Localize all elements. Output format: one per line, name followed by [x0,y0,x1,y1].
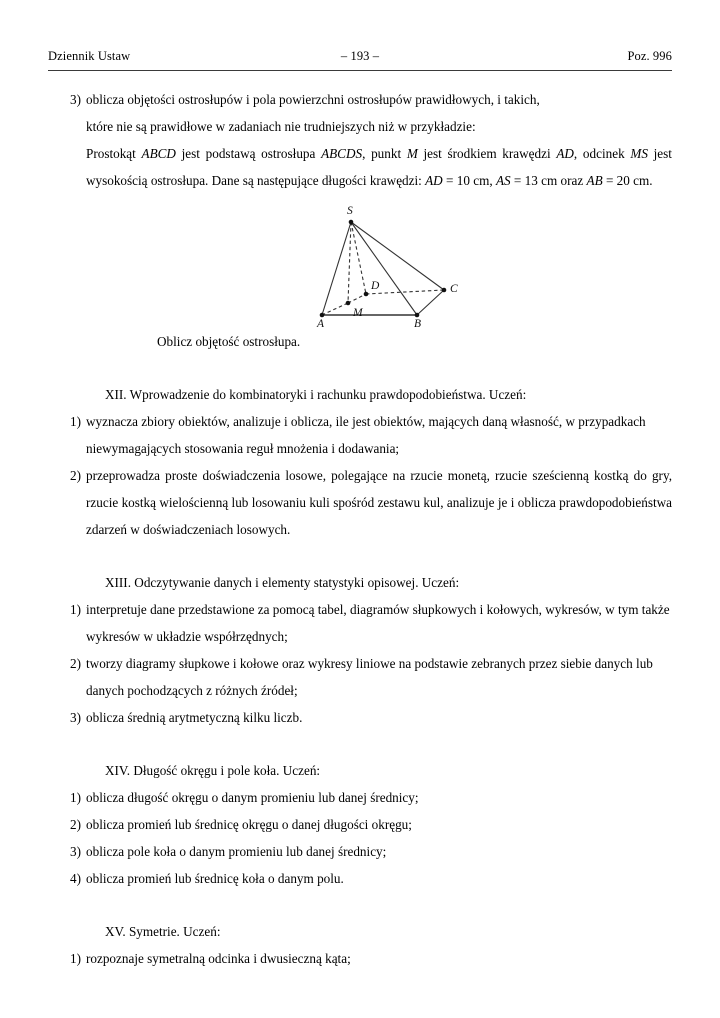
list-item-line: które nie są prawidłowe w zadaniach nie trudniejszych niż w przykładzie: [86,119,476,134]
math-m: M [406,146,418,161]
spacer [48,892,672,918]
vertex-label-c: C [450,283,458,295]
list-item-text: oblicza promień lub średnicę okręgu o danej długości okręgu; [86,817,412,832]
list-item-text [86,86,672,194]
list-item [48,408,672,462]
example-text: = 20 cm. [602,173,653,188]
vertex-dot-c [442,288,447,293]
list-item-text: wyznacza zbiory obiektów, analizuje i oblicza, ile jest obiektów, mających daną własność, w przypadkach niewymagających stosowania reguł mnożenia i dodawania; [86,414,646,456]
list-item [48,865,672,892]
list-item [48,86,672,194]
vertex-label-a: A [317,318,325,328]
list-item-number: 3) [70,92,81,107]
list-item [48,650,672,704]
vertex-dot-m [346,301,351,306]
section-heading-xiii: XIII. Odczytywanie danych i elementy statystyki opisowej. Uczeń: [105,575,460,590]
list-item-text: tworzy diagramy słupkowe i kołowe oraz wykresy liniowe na podstawie zebranych przez siebie danych lub danych pochodzących z różnych źródeł; [86,656,653,698]
spacer [48,543,672,569]
list-item [48,838,672,865]
example-text: = 13 cm oraz [510,173,587,188]
example-text: Prostokąt [86,146,142,161]
list-item-text: oblicza długość okręgu o danym promieniu lub danej średnicy; [86,790,419,805]
example-text: = 10 cm, [442,173,496,188]
header-page-number: – 193 – [340,49,380,63]
vertex-label-b: B [414,318,422,328]
section-heading-xiv: XIV. Długość okręgu i pole koła. Uczeń: [105,763,321,778]
vertex-dot-a [320,313,325,318]
math-ad: AD [556,146,574,161]
list-item-text: przeprowadza proste doświadczenia losowe, polegające na rzucie monetą, rzucie sześcienną kostką do gry, rzucie kostką wielościenną lub losowaniu kuli spośród zestawu kul, analizuje je i oblicza prawdopodobieństwa zdarzeń w doświadczeniach losowych. [86,468,672,537]
page-header [48,48,672,72]
solid-edges [322,222,444,315]
edge-sa [322,222,351,315]
math-abcds: ABCDS [321,146,363,161]
vertex-dot-s [349,220,354,225]
spacer [48,355,672,381]
list-item-text: interpretuje dane przedstawione za pomocą tabel, diagramów słupkowych i kołowych, wykresów, w tym także wykresów w układzie współrzędnych; [86,602,670,644]
example-text: jest wysokością ostrosłupa. Dane są następujące długości krawędzi: [86,146,672,188]
spacer [48,731,672,757]
list-item-text: oblicza pole koła o danym promieniu lub danej średnicy; [86,844,387,859]
list-item-number: 4) [70,871,81,886]
edge-sc [351,222,444,290]
list-item-text: oblicza średnią arytmetyczną kilku liczb. [86,710,303,725]
list-item [48,811,672,838]
document-body [48,86,672,972]
list-item-number: 3) [70,844,81,859]
list-item-text: rozpoznaje symetralną odcinka i dwusieczną kąta; [86,951,351,966]
list-item [48,945,672,972]
edge-md [348,294,366,303]
list-item-number: 1) [70,414,81,429]
list-item-number: 2) [70,817,81,832]
section-heading-xii: XII. Wprowadzenie do kombinatoryki i rachunku prawdopodobieństwa. Uczeń: [105,387,527,402]
list-item-line: oblicza objętości ostrosłupów i pola powierzchni ostrosłupów prawidłowych, i takich, [86,92,540,107]
math-ab-value: AB [586,173,603,188]
list-item-number: 2) [70,468,81,483]
vertex-label-d: D [371,280,380,292]
list-item [48,784,672,811]
list-item-number: 1) [70,602,81,617]
math-abcd: ABCD [141,146,176,161]
list-item-number: 1) [70,951,81,966]
header-left-title: Dziennik Ustaw [48,49,131,63]
vertex-dot-d [364,292,369,297]
section-heading-xv: XV. Symetrie. Uczeń: [105,924,221,939]
math-ms: MS [630,146,648,161]
list-item [48,596,672,650]
hidden-edges [322,222,444,315]
edge-bc [417,290,444,315]
vertex-dot-b [415,313,420,318]
vertex-label-s: S [347,205,353,217]
pyramid-diagram [48,200,672,328]
header-divider [48,70,672,71]
example-text: , punkt [362,146,407,161]
list-item-number: 3) [70,710,81,725]
example-text: jest środkiem krawędzi [417,146,557,161]
vertex-dots [320,220,447,318]
list-item-text: oblicza promień lub średnicę koła o danym polu. [86,871,344,886]
edge-am [322,303,348,315]
example-paragraph [86,140,672,194]
math-as-value: AS [495,173,511,188]
edge-sb [351,222,417,315]
vertex-label-m: M [353,307,363,319]
list-item [48,462,672,543]
edge-sm-height [348,222,351,303]
list-item-number: 1) [70,790,81,805]
example-text: , odcinek [573,146,631,161]
header-right-reference: Poz. 996 [627,49,672,63]
figure-caption: Oblicz objętość ostrosłupa. [157,334,301,349]
list-item-number: 2) [70,656,81,671]
example-text: jest podstawą ostrosłupa [175,146,322,161]
math-ad-value: AD [425,173,443,188]
list-item [48,704,672,731]
pyramid-figure [48,200,672,328]
